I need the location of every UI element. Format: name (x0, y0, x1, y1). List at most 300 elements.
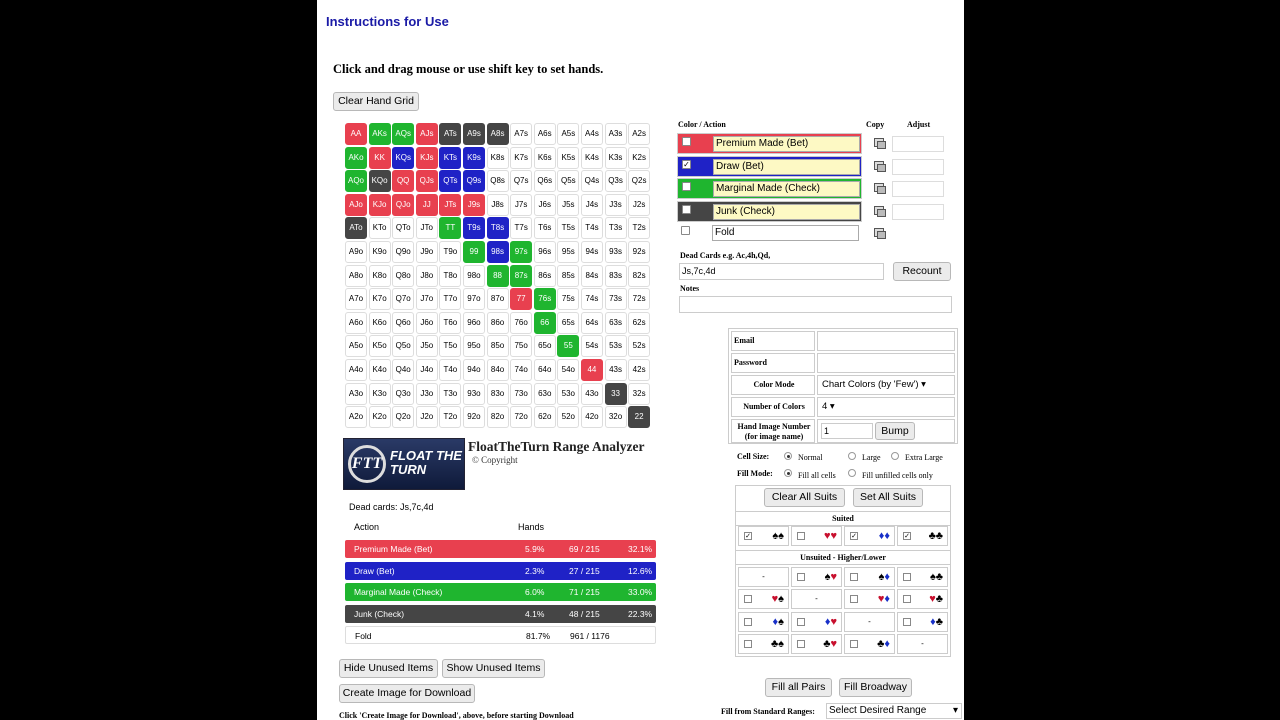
suit-checkbox[interactable] (903, 573, 911, 581)
suit-combo-cell[interactable] (738, 634, 789, 654)
hand-cell[interactable]: 87s (510, 265, 532, 287)
suit-combo-cell[interactable] (791, 612, 842, 632)
hand-cell[interactable]: 43o (581, 383, 603, 405)
suit-icon: ♠ (778, 530, 784, 542)
hand-cell[interactable]: J7s (510, 194, 532, 216)
hand-cell[interactable]: 82s (628, 265, 650, 287)
summary-share: 32.1% (628, 544, 653, 554)
hand-cell[interactable]: J6s (534, 194, 556, 216)
action-row[interactable] (677, 223, 847, 244)
summary-row (345, 540, 656, 558)
copy-icon[interactable] (874, 138, 884, 147)
suit-icon: ♥ (830, 616, 837, 628)
summary-label: Junk (Check) (354, 608, 405, 619)
hand-cell[interactable]: AA (345, 123, 367, 145)
action-checkbox[interactable]: ✓ (683, 159, 690, 169)
suit-checkbox[interactable]: ✓ (904, 533, 910, 540)
create-image-button[interactable]: Create Image for Download (339, 684, 475, 703)
hand-cell[interactable]: 93o (463, 383, 485, 405)
summary-row (345, 626, 656, 644)
hand-cell[interactable]: 53o (557, 383, 579, 405)
cell-size-label: Cell Size: (737, 452, 770, 461)
action-label[interactable]: Junk (Check) (713, 204, 860, 220)
hand-cell[interactable]: 33 (605, 383, 627, 405)
hand-cell[interactable]: T3o (439, 383, 461, 405)
hand-cell[interactable]: J5s (557, 194, 579, 216)
hand-cell[interactable]: K7s (510, 147, 532, 169)
hand-cell[interactable]: T5o (439, 335, 461, 357)
suit-combo-cell[interactable] (844, 634, 895, 654)
adjust-input[interactable] (892, 181, 944, 197)
hand-cell[interactable]: Q9o (392, 241, 414, 263)
suit-checkbox[interactable] (903, 618, 911, 626)
hand-cell[interactable]: 84o (487, 359, 509, 381)
suit-combo-cell[interactable] (738, 612, 789, 632)
hand-cell[interactable]: 42o (581, 406, 603, 428)
hand-cell[interactable]: A6o (345, 312, 367, 334)
hand-cell[interactable]: Q3o (392, 383, 414, 405)
hand-cell[interactable]: 94o (463, 359, 485, 381)
suit-checkbox[interactable] (797, 532, 805, 540)
hand-cell[interactable]: A2s (628, 123, 650, 145)
hand-cell[interactable]: QTo (392, 217, 414, 239)
suit-checkbox[interactable]: ✓ (745, 533, 751, 540)
image-number-input[interactable]: 1 (821, 423, 873, 439)
hand-cell[interactable]: 73o (510, 383, 532, 405)
hand-cell[interactable]: A7o (345, 288, 367, 310)
hand-cell[interactable]: 73s (605, 288, 627, 310)
hand-cell[interactable]: Q5o (392, 335, 414, 357)
hand-cell[interactable]: K5s (557, 147, 579, 169)
suit-checkbox[interactable] (850, 595, 858, 603)
adjust-input[interactable] (892, 159, 944, 175)
hand-cell[interactable]: KQo (369, 170, 391, 192)
summary-pct: 6.0% (525, 587, 545, 597)
hand-cell[interactable]: Q2o (392, 406, 414, 428)
dead-cards-label: Dead Cards e.g. Ac,4h,Qd, (680, 251, 771, 260)
logo (343, 438, 465, 490)
standard-range-select[interactable] (826, 703, 962, 719)
action-label[interactable]: Draw (Bet) (713, 159, 860, 175)
hand-cell[interactable]: Q3s (605, 170, 627, 192)
hand-cell[interactable]: 88 (487, 265, 509, 287)
hand-cell[interactable]: K6o (369, 312, 391, 334)
action-row[interactable] (677, 156, 862, 177)
hand-cell[interactable]: A4s (581, 123, 603, 145)
hand-cell[interactable]: 52o (557, 406, 579, 428)
fill-unfilled-label: Fill unfilled cells only (862, 471, 933, 480)
summary-count: 48 / 215 (569, 608, 600, 619)
hand-cell[interactable]: KTs (439, 147, 461, 169)
hand-cell[interactable]: T7s (510, 217, 532, 239)
suit-combo-cell[interactable] (897, 526, 948, 546)
hand-cell[interactable]: K4o (369, 359, 391, 381)
hand-cell[interactable]: Q7s (510, 170, 532, 192)
hand-cell[interactable]: T8s (487, 217, 509, 239)
action-label[interactable]: Fold (712, 225, 859, 241)
hand-cell[interactable]: J3s (605, 194, 627, 216)
num-colors-value: 4 ▾ (822, 401, 835, 412)
hand-cell[interactable]: 72o (510, 406, 532, 428)
summary-row (345, 583, 656, 601)
hand-cell[interactable]: J9o (416, 241, 438, 263)
instructions-link[interactable]: Instructions for Use (326, 14, 449, 29)
suit-icon: ♦ (884, 638, 890, 650)
hand-cell[interactable]: A5s (557, 123, 579, 145)
hand-cell[interactable]: KTo (369, 217, 391, 239)
hand-cell[interactable]: 82o (487, 406, 509, 428)
hand-cell[interactable]: 96s (534, 241, 556, 263)
app-name: FloatTheTurn Range Analyzer (468, 439, 645, 454)
suit-icon: ♠ (929, 571, 936, 583)
hand-cell[interactable]: AJs (416, 123, 438, 145)
hand-cell[interactable]: 42s (628, 359, 650, 381)
hand-cell[interactable]: 64o (534, 359, 556, 381)
action-row[interactable] (677, 133, 862, 154)
hand-cell[interactable]: 86o (487, 312, 509, 334)
num-colors-select[interactable] (817, 397, 955, 417)
suit-checkbox[interactable] (797, 640, 805, 648)
suit-checkbox[interactable] (850, 640, 858, 648)
cell-size-xlarge-radio[interactable] (891, 452, 899, 460)
copy-icon[interactable] (874, 183, 884, 192)
hand-cell[interactable]: T8o (439, 265, 461, 287)
fill-all-pairs-button[interactable]: Fill all Pairs (765, 678, 832, 697)
hand-cell[interactable]: K7o (369, 288, 391, 310)
hand-cell[interactable]: K3o (369, 383, 391, 405)
hand-cell[interactable]: AQo (345, 170, 367, 192)
fill-mode-label: Fill Mode: (737, 469, 773, 478)
suit-combo-cell[interactable] (738, 526, 789, 546)
hand-cell[interactable]: K8o (369, 265, 391, 287)
hand-cell[interactable]: K9s (463, 147, 485, 169)
hand-cell[interactable]: 77 (510, 288, 532, 310)
cell-size-large-radio[interactable] (848, 452, 856, 460)
hand-cell[interactable]: 44 (581, 359, 603, 381)
suit-checkbox[interactable] (744, 595, 752, 603)
action-row[interactable] (677, 201, 862, 222)
adjust-input[interactable] (892, 204, 944, 220)
summary-label: Draw (Bet) (354, 565, 395, 576)
hand-cell[interactable]: K8s (487, 147, 509, 169)
suit-icon: ♠ (824, 571, 831, 583)
hand-cell[interactable]: K3s (605, 147, 627, 169)
hand-cell[interactable]: T4s (581, 217, 603, 239)
hand-cell[interactable]: T9s (463, 217, 485, 239)
hand-cell[interactable]: Q4o (392, 359, 414, 381)
hand-cell[interactable]: KJo (369, 194, 391, 216)
hand-cell[interactable]: J8o (416, 265, 438, 287)
hand-cell[interactable]: 63s (605, 312, 627, 334)
hand-cell[interactable]: 64s (581, 312, 603, 334)
hand-cell[interactable]: J4o (416, 359, 438, 381)
suit-checkbox[interactable] (850, 573, 858, 581)
hand-cell[interactable]: 92s (628, 241, 650, 263)
suit-combo-cell[interactable]: - (897, 634, 948, 654)
hand-cell[interactable]: T5s (557, 217, 579, 239)
suit-selector (735, 485, 951, 657)
hand-cell[interactable]: QJs (416, 170, 438, 192)
suit-icon: ♣ (935, 616, 943, 628)
recount-button[interactable]: Recount (893, 262, 951, 281)
copy-icon[interactable] (874, 228, 884, 237)
suit-checkbox[interactable] (797, 573, 805, 581)
hand-cell[interactable]: T9o (439, 241, 461, 263)
hand-cell[interactable]: 98o (463, 265, 485, 287)
action-label[interactable]: Marginal Made (Check) (713, 181, 860, 197)
hand-cell[interactable]: 75s (557, 288, 579, 310)
suit-checkbox[interactable] (797, 618, 805, 626)
hand-cell[interactable]: A6s (534, 123, 556, 145)
set-all-suits-button[interactable]: Set All Suits (853, 488, 923, 507)
hand-cell[interactable]: K9o (369, 241, 391, 263)
hand-cell[interactable]: A4o (345, 359, 367, 381)
hand-cell[interactable]: A9o (345, 241, 367, 263)
hand-cell[interactable]: A3s (605, 123, 627, 145)
summary-row (345, 605, 656, 623)
hand-cell[interactable]: 94s (581, 241, 603, 263)
summary-count: 69 / 215 (569, 544, 600, 554)
hand-cell[interactable]: AKs (369, 123, 391, 145)
summary-action-header: Action (354, 522, 380, 532)
suit-combo-cell[interactable] (897, 589, 948, 609)
show-unused-button[interactable]: Show Unused Items (442, 659, 545, 678)
hand-cell[interactable]: T6s (534, 217, 556, 239)
image-number-label: Hand Image Number (for image name) (731, 419, 815, 443)
clear-hand-grid-button[interactable]: Clear Hand Grid (333, 92, 419, 111)
suit-icon: ♣ (935, 571, 943, 583)
hide-unused-button[interactable]: Hide Unused Items (339, 659, 438, 678)
hand-cell[interactable]: T4o (439, 359, 461, 381)
hand-cell[interactable]: 65o (534, 335, 556, 357)
hand-cell[interactable]: 74o (510, 359, 532, 381)
range-analyzer-page (317, 0, 964, 720)
color-mode-value: Chart Colors (by 'Few') ▾ (822, 379, 926, 390)
suit-icon: ♦ (884, 530, 890, 542)
hand-cell[interactable]: KJs (416, 147, 438, 169)
hand-cell[interactable]: AQs (392, 123, 414, 145)
action-label[interactable]: Premium Made (Bet) (713, 136, 860, 152)
fill-unfilled-radio[interactable] (848, 469, 856, 477)
hand-cell[interactable]: 54s (581, 335, 603, 357)
dead-cards-input[interactable]: Js,7c,4d (679, 263, 884, 280)
hand-cell[interactable]: 76s (534, 288, 556, 310)
hand-cell[interactable]: AJo (345, 194, 367, 216)
hand-cell[interactable]: T2s (628, 217, 650, 239)
suit-combo-cell[interactable] (844, 567, 895, 587)
hand-cell[interactable]: 99 (463, 241, 485, 263)
logo-mark: FTT (348, 445, 386, 483)
hand-cell[interactable]: Q8s (487, 170, 509, 192)
suit-combo-cell[interactable]: - (791, 589, 842, 609)
suit-checkbox[interactable] (744, 640, 752, 648)
hand-cell[interactable]: 95o (463, 335, 485, 357)
suit-combo-cell[interactable] (791, 567, 842, 587)
hand-cell[interactable]: KK (369, 147, 391, 169)
hand-cell[interactable]: Q5s (557, 170, 579, 192)
hand-cell[interactable]: 43s (605, 359, 627, 381)
hand-cell[interactable]: 87o (487, 288, 509, 310)
hand-cell[interactable]: J6o (416, 312, 438, 334)
hand-cell[interactable]: A9s (463, 123, 485, 145)
suit-icon: ♥ (830, 638, 837, 650)
summary-share: 22.3% (628, 608, 653, 619)
adjust-input[interactable] (892, 136, 944, 152)
suit-combo-cell[interactable] (897, 567, 948, 587)
hand-cell[interactable]: 72s (628, 288, 650, 310)
suit-checkbox[interactable] (744, 618, 752, 626)
hand-cell[interactable]: AKo (345, 147, 367, 169)
hand-cell[interactable]: A5o (345, 335, 367, 357)
hand-cell[interactable]: 62s (628, 312, 650, 334)
suit-icon: ♥ (929, 593, 936, 605)
hand-cell[interactable]: A3o (345, 383, 367, 405)
copy-icon[interactable] (874, 206, 884, 215)
suit-combo-cell[interactable]: - (738, 567, 789, 587)
hand-cell[interactable]: T6o (439, 312, 461, 334)
email-field[interactable] (817, 331, 955, 351)
hand-cell[interactable]: 84s (581, 265, 603, 287)
suit-icon: ♣ (928, 530, 936, 542)
summary-share: 33.0% (628, 587, 653, 597)
suit-combo-cell[interactable] (844, 589, 895, 609)
copy-icon[interactable] (874, 161, 884, 170)
summary-pct: 81.7% (526, 631, 551, 641)
suit-combo-cell[interactable] (738, 589, 789, 609)
hand-cell[interactable]: 32o (605, 406, 627, 428)
action-checkbox[interactable] (682, 182, 691, 191)
hand-cell[interactable]: 53s (605, 335, 627, 357)
color-mode-label: Color Mode (731, 375, 815, 395)
hand-cell[interactable]: Q6o (392, 312, 414, 334)
hand-cell[interactable]: 85s (557, 265, 579, 287)
hand-cell[interactable]: J4s (581, 194, 603, 216)
hand-cell[interactable]: K5o (369, 335, 391, 357)
hand-cell[interactable]: K6s (534, 147, 556, 169)
fill-all-label: Fill all cells (798, 471, 836, 480)
hand-cell[interactable]: 83s (605, 265, 627, 287)
hand-cell[interactable]: TT (439, 217, 461, 239)
hand-cell[interactable]: Q2s (628, 170, 650, 192)
suited-header: Suited (736, 511, 950, 526)
hand-cell[interactable]: J5o (416, 335, 438, 357)
hand-cell[interactable]: KQs (392, 147, 414, 169)
hand-cell[interactable]: 97o (463, 288, 485, 310)
settings-form (728, 328, 958, 444)
hand-cell[interactable]: J8s (487, 194, 509, 216)
hand-cell[interactable]: 63o (534, 383, 556, 405)
hand-cell[interactable]: 97s (510, 241, 532, 263)
hand-cell[interactable]: 83o (487, 383, 509, 405)
hand-cell[interactable]: QTs (439, 170, 461, 192)
hand-cell[interactable]: Q6s (534, 170, 556, 192)
suit-combo-cell[interactable] (844, 526, 895, 546)
hand-cell[interactable]: JTs (439, 194, 461, 216)
hand-cell[interactable]: ATo (345, 217, 367, 239)
hand-cell[interactable]: A8s (487, 123, 509, 145)
hand-cell[interactable]: J7o (416, 288, 438, 310)
hand-cell[interactable]: QQ (392, 170, 414, 192)
cell-size-normal-radio[interactable] (784, 452, 792, 460)
clear-all-suits-button[interactable]: Clear All Suits (764, 488, 845, 507)
hand-cell[interactable]: 55 (557, 335, 579, 357)
hand-cell[interactable]: 32s (628, 383, 650, 405)
fill-broadway-button[interactable]: Fill Broadway (839, 678, 912, 697)
suit-icon: ♦ (884, 571, 890, 583)
hand-cell[interactable]: K2s (628, 147, 650, 169)
hand-cell[interactable]: JTo (416, 217, 438, 239)
hand-cell[interactable]: J2s (628, 194, 650, 216)
suit-combo-cell[interactable] (791, 526, 842, 546)
action-checkbox[interactable] (682, 205, 691, 214)
hand-cell[interactable]: 98s (487, 241, 509, 263)
hand-cell[interactable]: Q8o (392, 265, 414, 287)
hand-cell[interactable]: 76o (510, 312, 532, 334)
hand-cell[interactable]: J9s (463, 194, 485, 216)
action-checkbox[interactable] (682, 137, 691, 146)
hand-cell[interactable]: 66 (534, 312, 556, 334)
hand-cell[interactable]: K2o (369, 406, 391, 428)
hand-cell[interactable]: 22 (628, 406, 650, 428)
color-mode-select[interactable] (817, 375, 955, 395)
suit-checkbox[interactable]: ✓ (851, 533, 857, 540)
hand-cell[interactable]: A8o (345, 265, 367, 287)
suit-icon: ♣ (935, 530, 943, 542)
hand-cell[interactable]: 92o (463, 406, 485, 428)
hand-cell[interactable]: 54o (557, 359, 579, 381)
hand-cell[interactable]: J3o (416, 383, 438, 405)
hand-cell[interactable]: T2o (439, 406, 461, 428)
suit-checkbox[interactable] (903, 595, 911, 603)
suit-combo-cell[interactable]: - (844, 612, 895, 632)
hand-cell[interactable]: K4s (581, 147, 603, 169)
notes-input[interactable] (679, 296, 952, 313)
suit-combo-cell[interactable] (791, 634, 842, 654)
suit-combo-cell[interactable] (897, 612, 948, 632)
hand-cell[interactable]: T7o (439, 288, 461, 310)
action-row[interactable] (677, 178, 862, 199)
hand-cell[interactable]: A7s (510, 123, 532, 145)
hand-cell[interactable]: Q9s (463, 170, 485, 192)
action-checkbox[interactable] (681, 226, 690, 235)
bump-button[interactable]: Bump (875, 422, 915, 440)
hand-cell[interactable]: Q4s (581, 170, 603, 192)
hand-cell[interactable]: JJ (416, 194, 438, 216)
hand-cell[interactable]: 95s (557, 241, 579, 263)
hand-cell[interactable]: 52s (628, 335, 650, 357)
hand-cell[interactable]: 62o (534, 406, 556, 428)
hand-cell[interactable]: A2o (345, 406, 367, 428)
hand-cell[interactable]: 65s (557, 312, 579, 334)
hand-cell[interactable]: 75o (510, 335, 532, 357)
suit-icon: ♦ (824, 616, 831, 628)
hand-cell[interactable]: 93s (605, 241, 627, 263)
hand-cell[interactable]: J2o (416, 406, 438, 428)
summary-pct: 2.3% (525, 565, 545, 576)
hand-cell[interactable]: QJo (392, 194, 414, 216)
hand-cell[interactable]: 96o (463, 312, 485, 334)
password-field[interactable] (817, 353, 955, 373)
hand-cell[interactable]: T3s (605, 217, 627, 239)
hand-cell[interactable]: 85o (487, 335, 509, 357)
standard-range-value: Select Desired Range (829, 705, 927, 716)
hand-cell[interactable]: Q7o (392, 288, 414, 310)
suit-icon: ♠ (778, 638, 784, 650)
hand-cell[interactable]: 74s (581, 288, 603, 310)
fill-all-radio[interactable] (784, 469, 792, 477)
hand-cell[interactable]: 86s (534, 265, 556, 287)
hand-cell[interactable]: ATs (439, 123, 461, 145)
